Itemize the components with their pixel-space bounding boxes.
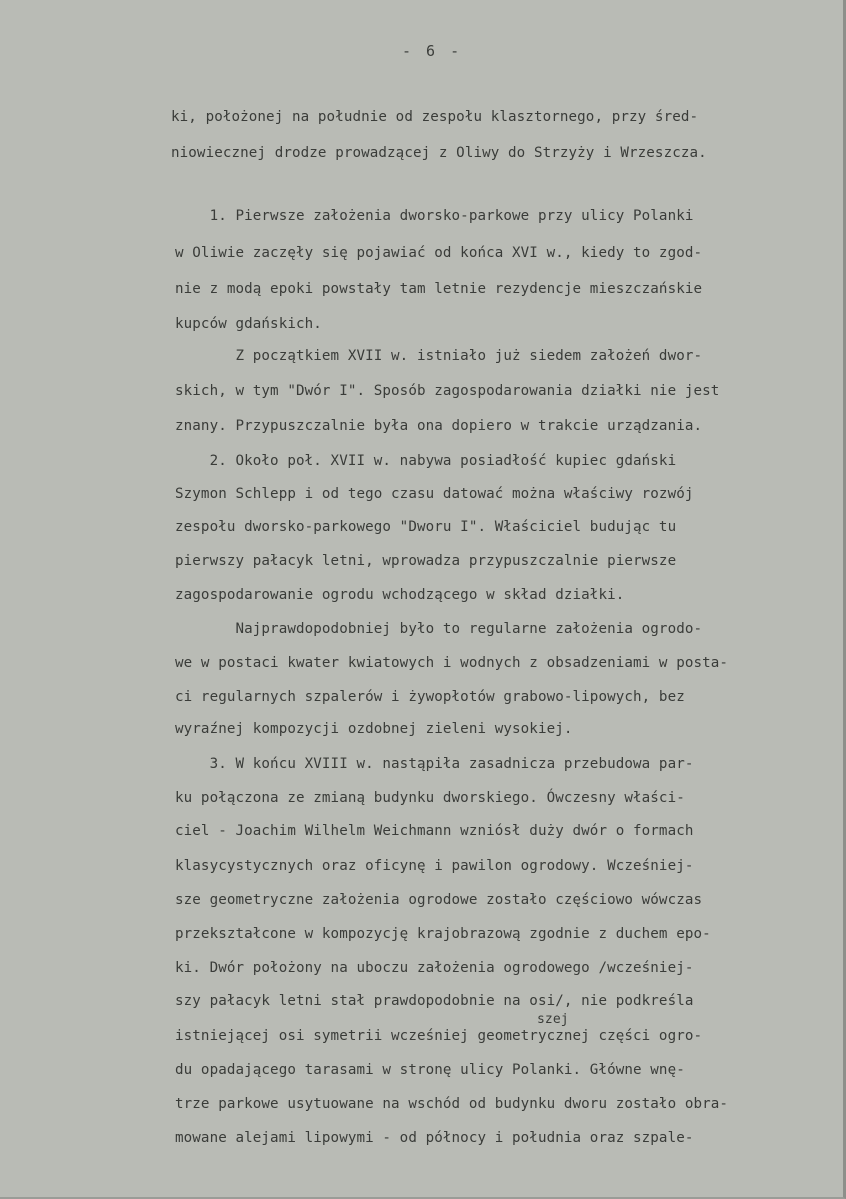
text-line: istniejącej osi symetrii wcześniej geometrycznej części ogro-	[175, 1028, 703, 1044]
text-line: zagospodarowanie ogrodu wchodzącego w skład działki.	[175, 587, 625, 603]
text-line: trze parkowe usytuowane na wschód od budynku dworu zostało obra-	[175, 1096, 729, 1112]
text-line: Z początkiem XVII w. istniało już siedem założeń dwor-	[175, 348, 703, 364]
text-line: niowiecznej drodze prowadzącej z Oliwy do Strzyży i Wrzeszcza.	[171, 145, 707, 161]
text-line: kupców gdańskich.	[175, 316, 322, 332]
text-line: nie z modą epoki powstały tam letnie rezydencje mieszczańskie	[175, 281, 703, 297]
text-line: wyraźnej kompozycji ozdobnej zieleni wysokiej.	[175, 721, 573, 737]
text-line: szy pałacyk letni stał prawdopodobnie na osi/, nie podkreśla	[175, 993, 694, 1009]
text-line: sze geometryczne założenia ogrodowe zostało częściowo wówczas	[175, 892, 703, 908]
text-line: w Oliwie zaczęły się pojawiać od końca XVI w., kiedy to zgod-	[175, 245, 703, 261]
text-line: ki, położonej na południe od zespołu klasztornego, przy śred-	[171, 109, 699, 125]
text-line: ciel - Joachim Wilhelm Weichmann wzniósł duży dwór o formach	[175, 823, 694, 839]
text-line: zespołu dworsko-parkowego "Dworu I". Właściciel budując tu	[175, 519, 677, 535]
text-line: przekształcone w kompozycję krajobrazową zgodnie z duchem epo-	[175, 926, 711, 942]
text-line: Szymon Schlepp i od tego czasu datować można właściwy rozwój	[175, 486, 694, 502]
page-number: - 6 -	[402, 42, 463, 60]
text-line: ku połączona ze zmianą budynku dworskiego. Ówczesny właści-	[175, 790, 685, 806]
text-line: mowane alejami lipowymi - od północy i południa oraz szpale-	[175, 1130, 694, 1146]
text-line: ci regularnych szpalerów i żywopłotów grabowo-lipowych, bez	[175, 689, 685, 705]
text-line: klasycystycznych oraz oficynę i pawilon ogrodowy. Wcześniej-	[175, 858, 694, 874]
text-line: pierwszy pałacyk letni, wprowadza przypuszczalnie pierwsze	[175, 553, 677, 569]
text-line: Najprawdopodobniej było to regularne założenia ogrodo-	[175, 621, 703, 637]
text-line: 3. W końcu XVIII w. nastąpiła zasadnicza przebudowa par-	[175, 756, 694, 772]
text-line: 2. Około poł. XVII w. nabywa posiadłość kupiec gdański	[175, 453, 677, 469]
text-line: skich, w tym "Dwór I". Sposób zagospodarowania działki nie jest	[175, 383, 720, 399]
text-line: ki. Dwór położony na uboczu założenia ogrodowego /wcześniej-	[175, 960, 694, 976]
text-line: 1. Pierwsze założenia dworsko-parkowe przy ulicy Polanki	[175, 208, 694, 224]
text-line: we w postaci kwater kwiatowych i wodnych z obsadzeniami w posta-	[175, 655, 729, 671]
interlinear-insertion: szej	[537, 1012, 569, 1027]
text-line: du opadającego tarasami w stronę ulicy Polanki. Główne wnę-	[175, 1062, 685, 1078]
text-line: znany. Przypuszczalnie była ona dopiero w trakcie urządzania.	[175, 418, 703, 434]
